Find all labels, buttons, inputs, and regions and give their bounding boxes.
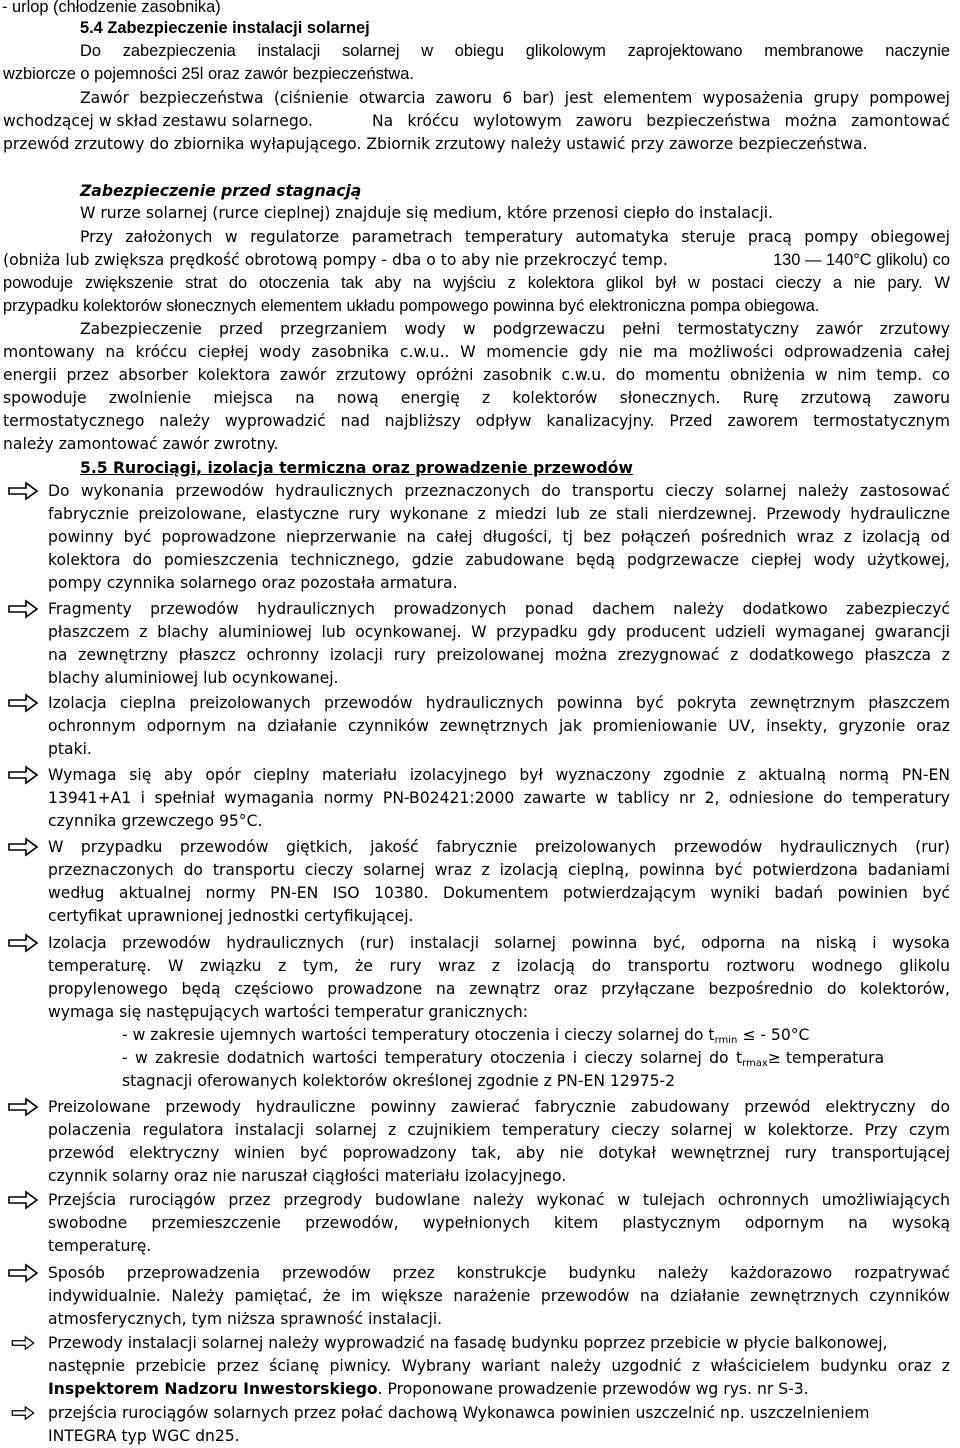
bullet-line: temperaturę. xyxy=(48,1237,152,1255)
bullet-line: wymaga się następujących wartości temperatur granicznych: xyxy=(48,1003,529,1021)
bullet-line: 13941+A1 i spełniał wymagania normy PN-B02421:2000 zawarte w tablicy nr 2, odniesione do temperatury xyxy=(48,789,950,807)
sub-bullet-line xyxy=(122,1024,960,1046)
bullet-line: przejścia rurociągów solarnych przez połać dachową Wykonawca powinien uszczelnić np. uszczelnieniem xyxy=(48,1404,870,1422)
paragraph-line: spowoduje zwolnienie miejsca na nową energię z kolektorów słonecznych. Rurę zrzutową zaworu xyxy=(3,389,950,407)
paragraph-line: Do zabezpieczenia instalacji solarnej w obiegu glikolowym zaprojektowano membranowe naczynie xyxy=(80,42,950,60)
arrow-right-icon xyxy=(6,480,40,502)
paragraph-line xyxy=(3,110,950,132)
paragraph-text: (obniża lub zwiększa prędkość obrotową pompy - dba o to aby nie przekroczyć temp. xyxy=(3,251,668,269)
paragraph-line: powoduje zwiększenie strat do otoczenia tak aby na wyjściu z kolektora glikol był w postaci cieczy a nie pary. W xyxy=(3,274,950,292)
bullet-line: blachy aluminiowej lub ocynkowanej. xyxy=(48,669,339,687)
bullet-line: ptaki. xyxy=(48,740,92,758)
paragraph-line xyxy=(3,133,960,155)
bullet-line: W przypadku przewodów giętkich, jakość fabrycznie preizolowanych przewodów hydraulicznych (rur) xyxy=(48,838,950,856)
bullet-line: certyfikat uprawnionej jednostki certyfikującej. xyxy=(48,907,414,925)
bullet-line: INTEGRA typ WGC dn25. xyxy=(48,1427,240,1445)
sub-bullet-text: ≤ - 50°C xyxy=(737,1026,810,1044)
arrow-right-icon xyxy=(6,1096,40,1118)
arrow-right-icon xyxy=(6,932,40,954)
bullet-line: kolektora do pomieszczenia technicznego, gdzie zabudowane będą podgrzewacze ciepłej wody użytkowej, xyxy=(48,551,950,569)
bullet-line: przeznaczonych do transportu cieczy solarnej wraz z izolacją cieplną, powinna być potwierdzona badaniami xyxy=(48,861,950,879)
paragraph-line: energii przez absorber kolektora zawór zrzutowy opróżni zasobnik c.w.u. do momentu obniżenia w nim temp. co xyxy=(3,366,950,384)
bullet-line: Sposób przeprowadzenia przewodów przez konstrukcje budynku należy każdorazowo rozpatrywać xyxy=(48,1264,950,1282)
bullet-line: swobodne przemieszczenie przewodów, wypełnionych kitem plastycznym odpornym na wysoką xyxy=(48,1214,950,1232)
paragraph-text: Zbiornik zrzutowy należy ustawić przy zaworze bezpieczeństwa. xyxy=(366,135,868,153)
bullet-line: Przejścia rurociągów przez przegrody budowlane należy wykonać w tulejach ochronnych umożliwiających xyxy=(48,1191,950,1209)
bullet-line: czynnika grzewczego 95°C. xyxy=(48,812,263,830)
bullet-line: następnie przebicie przez ścianę piwnicy. Wybrany wariant należy uzgodnić z właścicielem budynku oraz z xyxy=(48,1357,950,1375)
bullet-line: Wymaga się aby opór cieplny materiału izolacyjnego był wyznaczony zgodnie z aktualną normą PN-EN xyxy=(48,766,950,784)
paragraph-line: Zabezpieczenie przed przegrzaniem wody w podgrzewaczu pełni termostatyczny zawór zrzutowy xyxy=(80,320,950,338)
bullet-line: propylenowego będą częściowo prowadzone na zewnątrz oraz przyłączane bezpośrednio do kolektorów, xyxy=(48,980,950,998)
bullet-line: przewód elektryczny winien być poprowadzony tak, aby nie dotykał wewnętrznej rury transportującej xyxy=(48,1144,950,1162)
paragraph-text: przewód zrzutowy do zbiornika wyłapującego. xyxy=(3,135,362,153)
bullet-line: Fragmenty przewodów hydraulicznych prowadzonych ponad dachem należy dodatkowo zabezpieczyć xyxy=(48,600,950,618)
bullet-line: płaszczem z blachy aluminiowej lub ocynkowanej. W przypadku gdy producent udzieli wymaganej gwarancji xyxy=(48,623,950,641)
bullet-line: czynnik solarny oraz nie naruszał ciągłości materiału izolacyjnego. xyxy=(48,1167,567,1185)
bullet-line: atmosferycznych, tym niższa sprawność instalacji. xyxy=(48,1310,443,1328)
section-heading-5-4: 5.4 Zabezpieczenie instalacji solarnej xyxy=(80,19,370,37)
bullet-line: Preizolowane przewody hydrauliczne powinny zawierać fabrycznie zabudowany przewód elektryczny do xyxy=(48,1098,950,1116)
paragraph-text: Na króćcu wylotowym zaworu bezpieczeństwa można zamontować xyxy=(372,112,950,130)
bullet-text: . Proponowane prowadzenie przewodów wg rys. nr S-3. xyxy=(377,1380,809,1398)
arrow-right-icon xyxy=(6,1262,40,1284)
bullet-line: Do wykonania przewodów hydraulicznych przeznaczonych do transportu cieczy solarnej należy zastosować xyxy=(48,482,950,500)
arrow-right-icon xyxy=(10,1332,36,1354)
arrow-right-icon xyxy=(6,692,40,714)
sub-bullet-line: stagnacji oferowanych kolektorów określonej zgodnie z PN-EN 12975-2 xyxy=(122,1072,676,1090)
sub-bullet-text: - w zakresie dodatnich wartości temperatury otoczenia i cieczy solarnej do t xyxy=(122,1049,743,1067)
bullet-line: temperaturę. W związku z tym, że rury wraz z izolacją do transportu roztworu wodnego glikolu xyxy=(48,957,950,975)
arrow-right-icon xyxy=(10,1402,36,1424)
sub-bullet-line xyxy=(122,1047,950,1069)
arrow-right-icon xyxy=(6,598,40,620)
section-heading-5-5: 5.5 Rurociągi, izolacja termiczna oraz prowadzenie przewodów xyxy=(80,459,633,477)
sub-bullet-text: - w zakresie ujemnych wartości temperatury otoczenia i cieczy solarnej do t xyxy=(122,1026,715,1044)
bullet-line: według aktualnej normy PN-EN ISO 10380. Dokumentem potwierdzającym wyniki badań powinien być xyxy=(48,884,950,902)
paragraph-line: Przy założonych w regulatorze parametrach temperatury automatyka steruje pracą pompy obiegowej xyxy=(80,228,950,246)
bullet-line: ochronnym odpornym na działanie czynników zewnętrznych jak promieniowanie UV, insekty, gryzonie oraz xyxy=(48,717,950,735)
bullet-line: fabrycznie preizolowane, elastyczne rury wykonane z miedzi lub ze stali nierdzewnej. Przewody hydrauliczne xyxy=(48,505,950,523)
paragraph-line: montowany na króćcu ciepłej wody zasobnika c.w.u.. W momencie gdy nie ma możliwości odprowadzenia całej xyxy=(3,343,950,361)
paragraph-line xyxy=(3,249,950,271)
paragraph-text: wchodzącej w skład zestawu solarnego. xyxy=(3,112,314,130)
bullet-line: na zewnętrzny płaszcz ochronny izolacji rury preizolowanej można zrezygnować z dodatkowego płaszcza z xyxy=(48,646,950,664)
paragraph-line: termostatycznego należy wyprowadzić nad najbliższy odpływ kanalizacyjny. Przed zaworem termostatycznym xyxy=(3,412,950,430)
subheading-stagnation: Zabezpieczenie przed stagnacją xyxy=(80,182,362,200)
arrow-right-icon xyxy=(6,764,40,786)
arrow-right-icon xyxy=(6,836,40,858)
sub-bullet-text: ≥ temperatura xyxy=(767,1049,885,1067)
paragraph-line: należy zamontować zawór zwrotny. xyxy=(3,435,279,453)
arrow-right-icon xyxy=(6,1189,40,1211)
bullet-line xyxy=(48,1378,960,1400)
subscript-rmin: rmin xyxy=(714,1035,738,1046)
paragraph-line: przypadku kolektorów słonecznych elementem układu pompowego powinna być elektroniczna pompa obiegowa. xyxy=(3,297,820,315)
bullet-line: polaczenia regulatora instalacji solarnej z czujnikiem temperatury cieczy solarnej w kolektorze. Przy czym xyxy=(48,1121,950,1139)
list-item-dash: - urlop (chłodzenie zasobnika) xyxy=(2,0,221,16)
bullet-line: Przewody instalacji solarnej należy wyprowadzić na fasadę budynku poprzez przebicie w płycie balkonowej, xyxy=(48,1334,888,1352)
paragraph-text: 130 ― 140°C glikolu) co xyxy=(773,251,950,269)
bullet-line: indywidualnie. Należy pamiętać, że im większe narażenie przewodów na działanie zewnętrznych czynników xyxy=(48,1287,950,1305)
paragraph-line: wzbiorcze o pojemności 25l oraz zawór bezpieczeństwa. xyxy=(3,65,414,83)
paragraph-line: Zawór bezpieczeństwa (ciśnienie otwarcia zaworu 6 bar) jest elementem wyposażenia grupy pompowej xyxy=(80,89,950,107)
bullet-line: Izolacja przewodów hydraulicznych (rur) instalacji solarnej powinna być, odporna na niską i wysoka xyxy=(48,934,950,952)
inspector-name: Inspektorem Nadzoru Inwestorskiego xyxy=(48,1380,378,1398)
bullet-line: powinny być poprowadzone nieprzerwanie na całej długości, tj bez połączeń pośrednich wraz z izolacją od xyxy=(48,528,950,546)
paragraph-line: W rurze solarnej (rurce cieplnej) znajduje się medium, które przenosi ciepło do instalacji. xyxy=(80,204,774,222)
bullet-line: Izolacja cieplna preizolowanych przewodów hydraulicznych powinna być pokryta zewnętrznym płaszczem xyxy=(48,694,950,712)
bullet-line: pompy czynnika solarnego oraz pozostała armatura. xyxy=(48,574,458,592)
subscript-rmax: rmax xyxy=(742,1058,768,1069)
